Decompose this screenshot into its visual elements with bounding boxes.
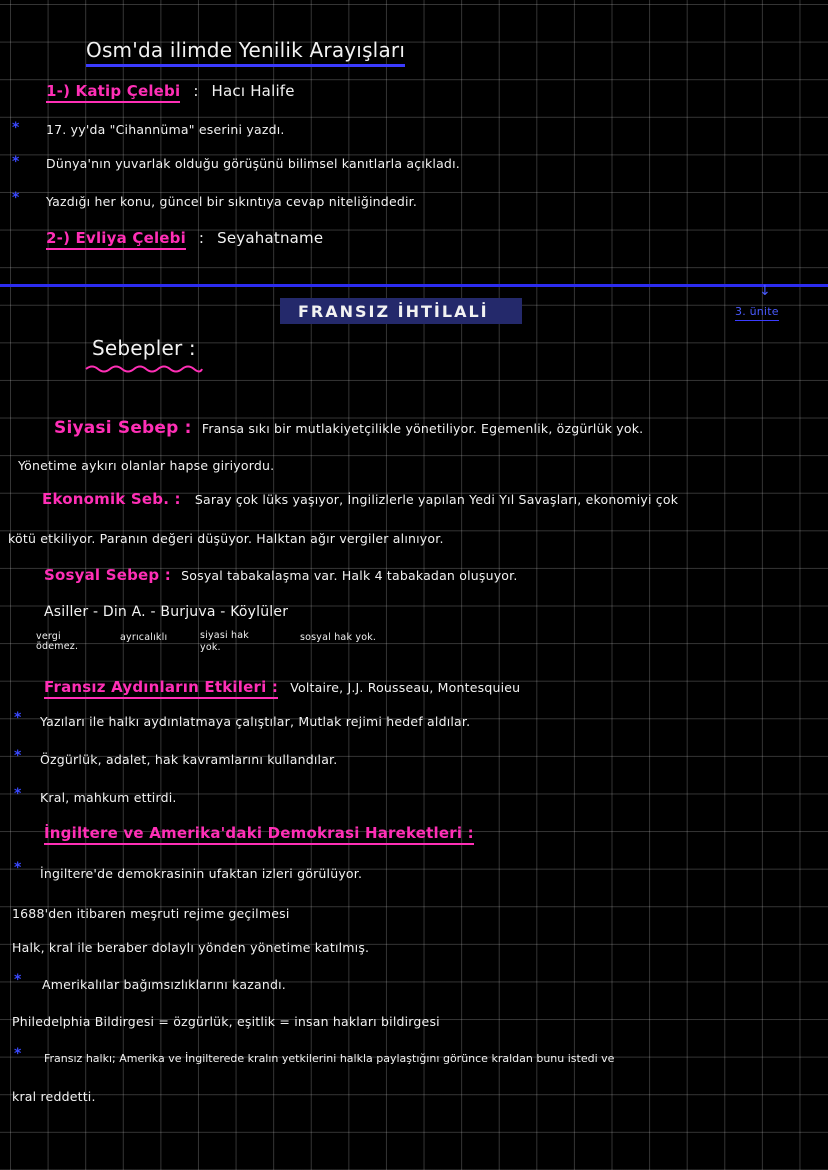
demokrasi-line-3: Halk, kral ile beraber dolaylı yönden yönetime katılmış.: [12, 940, 370, 955]
section-divider: [0, 284, 828, 287]
bullet-text: Dünya'nın yuvarlak olduğu görüşünü bilimsel kanıtlarla açıkladı.: [46, 156, 460, 171]
aydinlar-line: [44, 678, 520, 696]
star-bullet-icon: *: [14, 860, 22, 876]
ekonomik-label: Ekonomik Seb. :: [42, 490, 181, 508]
aydinlar-bullet-1: Yazıları ile halkı aydınlatmaya çalıştılar, Mutlak rejimi hedef aldılar.: [40, 714, 471, 729]
demokrasi-bullet-3: Fransız halkı; Amerika ve İngilterede kralın yetkilerini halkla paylaştığını görünce kraldan bunu istedi ve: [44, 1052, 615, 1065]
class-note-asiller: vergi ödemez.: [36, 631, 79, 652]
sebepler-heading: [92, 336, 196, 360]
katip-celebi-name: 1-) Katip Çelebi: [46, 82, 180, 103]
siyasi-text-2: Yönetime aykırı olanlar hapse giriyordu.: [18, 458, 275, 473]
demokrasi-heading: İngiltere ve Amerika'daki Demokrasi Hareketleri :: [44, 824, 474, 845]
demokrasi-line-4: Philedelphia Bildirgesi = özgürlük, eşitlik = insan hakları bildirgesi: [12, 1014, 440, 1029]
star-bullet-icon: *: [14, 786, 22, 802]
aydinlar-text: Voltaire, J.J. Rousseau, Montesquieu: [290, 680, 521, 695]
down-arrow-icon: ↓: [759, 283, 771, 299]
class-note-din: ayrıcalıklı: [120, 632, 168, 643]
bullet-text: 17. yy'da "Cihannüma" eserini yazdı.: [46, 122, 285, 137]
siyasi-text: Fransa sıkı bir mutlakiyetçilikle yönetiliyor. Egemenlik, özgürlük yok.: [201, 421, 644, 436]
demokrasi-bullet-2: Amerikalılar bağımsızlıklarını kazandı.: [42, 977, 286, 992]
class-note-koyluler: sosyal hak yok.: [300, 632, 377, 643]
bullet-text: Yazdığı her konu, güncel bir sıkıntıya cevap niteliğindedir.: [46, 194, 418, 209]
demokrasi-bullet-1: İngiltere'de demokrasinin ufaktan izleri görülüyor.: [40, 866, 363, 881]
demokrasi-line-2: 1688'den itibaren meşruti rejime geçilmesi: [12, 906, 290, 921]
star-bullet-icon: *: [14, 1046, 22, 1062]
demokrasi-line-5: kral reddetti.: [12, 1089, 96, 1104]
page-title: Osm'da ilimde Yenilik Arayışları: [86, 38, 405, 67]
star-bullet-icon: *: [12, 120, 20, 136]
ekonomik-text-2: kötü etkiliyor. Paranın değeri düşüyor. Halktan ağır vergiler alınıyor.: [8, 531, 444, 546]
unit-note: 3. ünite: [735, 305, 779, 321]
class-note-burjuva: siyasi hak yok.: [200, 630, 249, 653]
sosyal-line: [44, 566, 518, 584]
sosyal-text: Sosyal tabakalaşma var. Halk 4 tabakadan oluşuyor.: [181, 568, 518, 583]
siyasi-line: [54, 418, 643, 438]
sosyal-label: Sosyal Sebep :: [44, 566, 171, 584]
aydinlar-bullet-2: Özgürlük, adalet, hak kavramlarını kullandılar.: [40, 752, 338, 767]
star-bullet-icon: *: [14, 748, 22, 764]
wavy-underline: [84, 364, 204, 374]
separator: :: [193, 82, 199, 100]
aydinlar-bullet-3: Kral, mahkum ettirdi.: [40, 790, 177, 805]
sebepler-text: Sebepler :: [92, 336, 196, 360]
katip-celebi-alias: Hacı Halife: [211, 82, 295, 100]
classes-line: Asiller - Din A. - Burjuva - Köylüler: [44, 604, 289, 620]
banner-title: FRANSIZ İHTİLALİ: [298, 302, 489, 321]
evliya-celebi-name: 2-) Evliya Çelebi: [46, 229, 186, 250]
star-bullet-icon: *: [14, 710, 22, 726]
separator: :: [198, 229, 205, 247]
star-bullet-icon: *: [12, 154, 20, 170]
ekonomik-line: [42, 490, 678, 508]
evliya-celebi-line: [46, 229, 323, 247]
aydinlar-label: Fransız Aydınların Etkileri :: [44, 678, 278, 699]
katip-celebi-line: [46, 82, 295, 100]
evliya-celebi-work: Seyahatname: [217, 229, 324, 247]
star-bullet-icon: *: [14, 972, 22, 988]
ekonomik-text: Saray çok lüks yaşıyor, İngilizlerle yapılan Yedi Yıl Savaşları, ekonomiyi çok: [194, 492, 679, 507]
star-bullet-icon: *: [12, 190, 20, 206]
siyasi-label: Siyasi Sebep :: [54, 418, 192, 438]
